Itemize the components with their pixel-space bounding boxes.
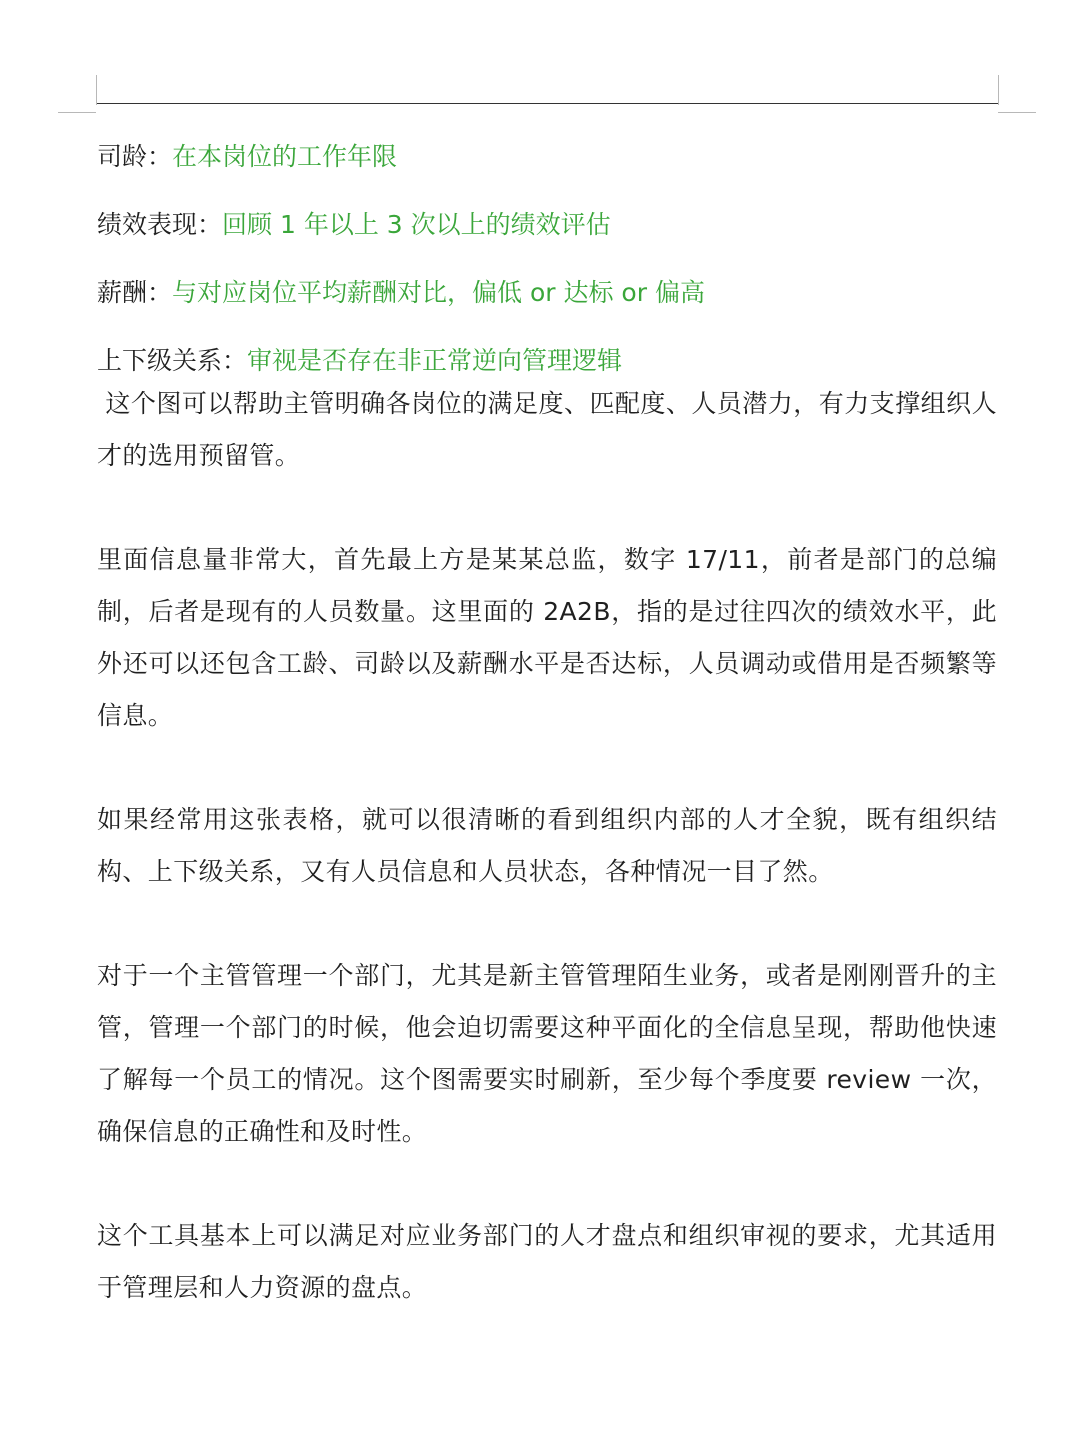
field-label: 薪酬： xyxy=(97,278,173,307)
paragraph-usage: 如果经常用这张表格，就可以很清晰的看到组织内部的人才全貌，既有组织结构、上下级关系，又有人员信息和人员状态，各种情况一目了然。 xyxy=(97,805,997,886)
field-label: 上下级关系： xyxy=(97,346,248,375)
paragraph-conclusion: 这个工具基本上可以满足对应业务部门的人才盘点和组织审视的要求，尤其适用于管理层和人力资源的盘点。 xyxy=(97,1221,997,1302)
field-value: 回顾 1 年以上 3 次以上的绩效评估 xyxy=(222,210,611,239)
document-body xyxy=(97,140,997,1366)
field-label: 司龄： xyxy=(97,142,173,171)
field-seniority xyxy=(97,140,997,174)
crop-mark-top-left-horizontal xyxy=(58,112,96,113)
field-label: 绩效表现： xyxy=(97,210,223,239)
header-rule xyxy=(97,103,998,104)
paragraph-information: 里面信息量非常大，首先最上方是某某总监，数字 17/11，前者是部门的总编制，后者是现有的人员数量。这里面的 2A2B，指的是过往四次的绩效水平，此外还可以还包含工龄、司龄以及薪酬水平是否达标，人员调动或借用是否频繁等信息。 xyxy=(97,545,997,730)
field-reporting-relationship xyxy=(97,344,997,378)
paragraph-summary: 这个图可以帮助主管明确各岗位的满足度、匹配度、人员潜力，有力支撑组织人才的选用预留管。 xyxy=(97,389,997,470)
field-value: 在本岗位的工作年限 xyxy=(172,142,398,171)
paragraph-new-manager: 对于一个主管管理一个部门，尤其是新主管管理陌生业务，或者是刚刚晋升的主管，管理一个部门的时候，他会迫切需要这种平面化的全信息呈现，帮助他快速了解每一个员工的情况。这个图需要实时刷新，至少每个季度要 review 一次，确保信息的正确性和及时性。 xyxy=(97,961,997,1146)
crop-mark-top-left-vertical xyxy=(96,75,97,105)
field-value: 与对应岗位平均薪酬对比，偏低 or 达标 or 偏高 xyxy=(172,278,705,307)
crop-mark-top-right-horizontal xyxy=(998,112,1036,113)
field-value: 审视是否存在非正常逆向管理逻辑 xyxy=(247,346,623,375)
field-salary xyxy=(97,276,997,310)
crop-mark-top-right-vertical xyxy=(998,75,999,105)
field-performance xyxy=(97,208,997,242)
